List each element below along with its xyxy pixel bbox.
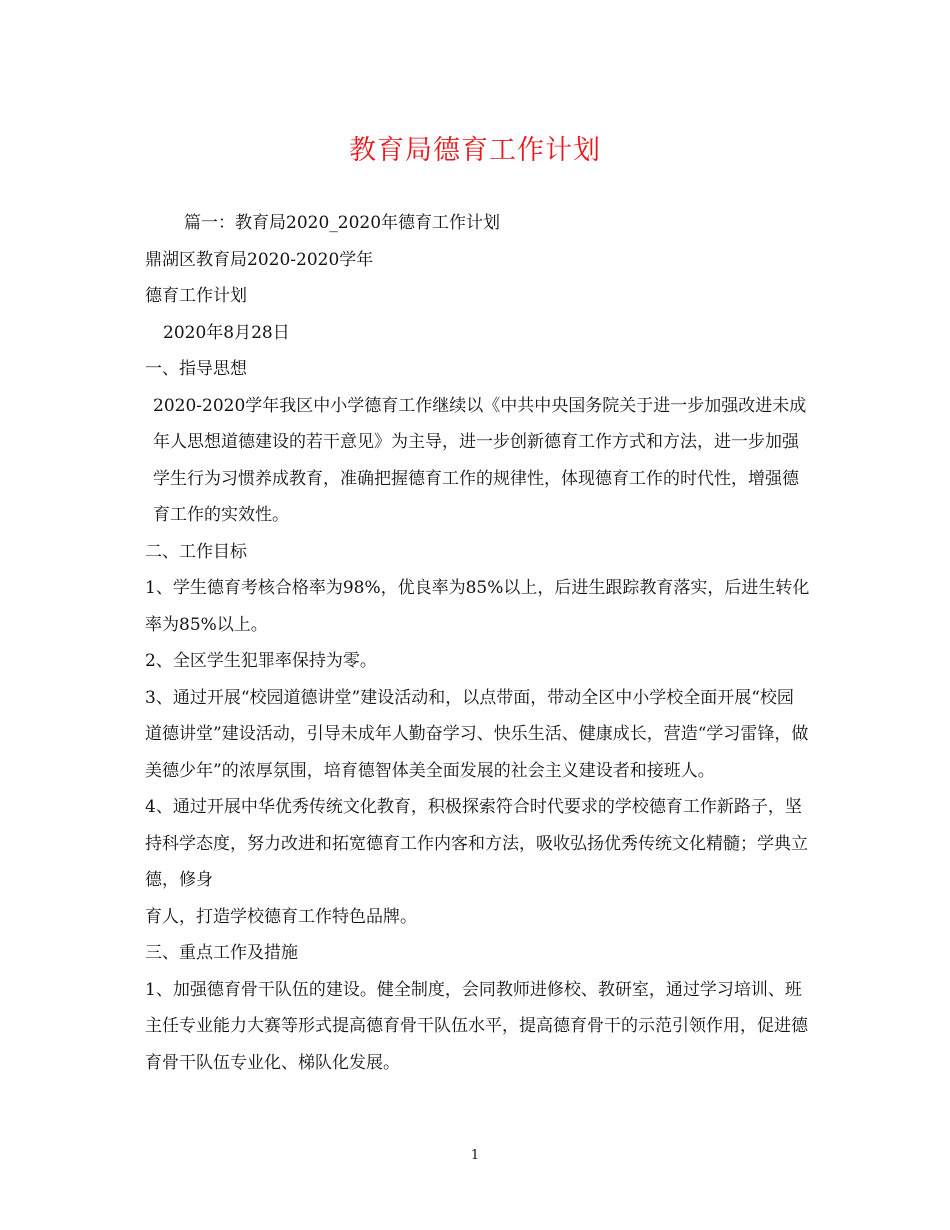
paragraph-date: 2020年8月28日: [163, 322, 290, 343]
section-heading-key-work: 三、重点工作及措施: [145, 943, 298, 963]
paragraph-key-work-1: 1、加强德育骨干队伍的建设。健全制度，会同教师进修校、教研室，通过学习培训、班主任专业能力大赛等形式提高德育骨干队伍水平，提高德育骨干的示范引领作用，促进德育骨干队伍专业化、梯队化发展。: [145, 979, 808, 1073]
section-heading-guiding-ideology: 一、指导思想: [145, 359, 247, 379]
paragraph-goal-4: 4、通过开展中华优秀传统文化教育，积极探索符合时代要求的学校德育工作新路子，坚持科学态度，努力改进和拓宽德育工作内客和方法，吸收弘扬优秀传统文化精髓；学典立德，修身: [145, 797, 808, 890]
paragraph-goal-3: 3、通过开展“校园道德讲堂”建设活动和，以点带面，带动全区中小学校全面开展“校园道德讲堂”建设活动，引导未成年人勤奋学习、快乐生活、健康成长，营造“学习雷锋，做美德少年”的浓厚氛围，培育德智体美全面发展的社会主义建设者和接班人。: [145, 687, 809, 781]
paragraph-goal-4-continued: 育人，打造学校德育工作特色品牌。: [145, 906, 417, 927]
document-body: [145, 205, 810, 1081]
section-heading-work-goals: 二、工作目标: [145, 541, 247, 562]
paragraph-guiding-ideology: 2020-2020学年我区中小学德育工作继续以《中共中央国务院关于进一步加强改进未成年人思想道德建设的若干意见》为主导，进一步创新德育工作方式和方法，进一步加强学生行为习惯养成教育，准确把握德育工作的规律性，体现德育工作的时代性，增强德育工作的实效性。: [153, 395, 807, 525]
paragraph-article-heading: 篇一：教育局2020_2020年德育工作计划: [184, 213, 501, 233]
paragraph-goal-1: 1、学生德育考核合格率为98%，优良率为85%以上，后进生跟踪教育落实，后进生转化率为85%以上。: [145, 578, 810, 635]
page-number: 1: [470, 1148, 480, 1163]
paragraph-bureau-year: 鼎湖区教育局2020-2020学年: [145, 249, 374, 270]
paragraph-plan-title: 德育工作计划: [145, 286, 247, 306]
paragraph-goal-2: 2、全区学生犯罪率保持为零。: [145, 651, 377, 671]
document-title: 教育局德育工作计划: [349, 135, 601, 166]
